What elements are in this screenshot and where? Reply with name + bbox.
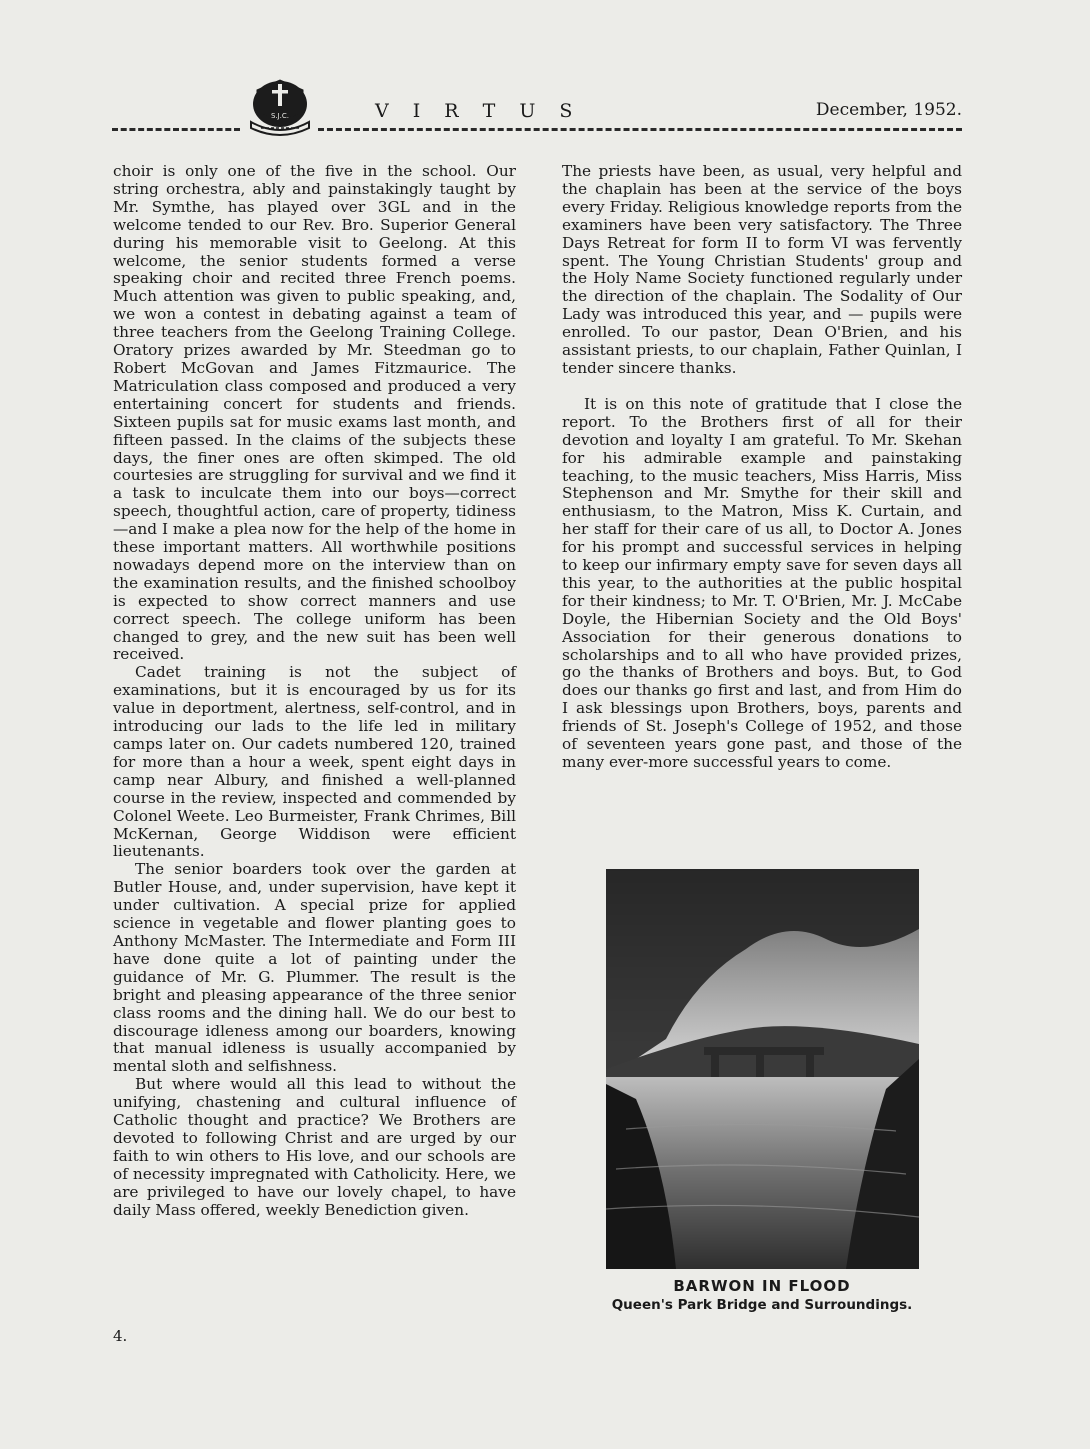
paragraph-cadets: Cadet training is not the subject of examinations, but it is encouraged by us for its value in deportment, alertness, self-control, and in introducing our lads to the life led in military camps later on. Our cadets numbered 120, trained for more than a hour a week, spent eight days in camp near Albury, and finished a well-planned course in the review, inspected and commended by Colonel Weete. Leo Burmeister, Frank Chrimes, Bill McKernan, George Widdison were efficient lieutenants. xyxy=(113,663,516,861)
photo-caption-title: BARWON IN FLOOD xyxy=(673,1277,851,1295)
crest-letters: S.J.C. xyxy=(270,112,290,120)
page-header xyxy=(112,76,962,144)
paragraph-gratitude: It is on this note of gratitude that I close the report. To the Brothers first of all for their devotion and loyalty I am grateful. To Mr. Skehan for his admirable example and painstaking teaching, to the music teachers, Miss Harris, Miss Stephenson and Mr. Smythe for their skill and enthusiasm, to the Matron, Miss K. Curtain, and her staff for their care of us all, to Doctor A. Jones for his prompt and successful services in helping to keep our infirmary empty save for seven days all this year, to the authorities at the public hospital for their kindness; to Mr. T. O'Brien, Mr. J. McCabe Doyle, the Hibernian Society and the Old Boys' Association for their generous donations to scholarships and to all who have provided prizes, go the thanks of Brothers and boys. But, to God does our thanks go first and last, and from Him do I ask blessings upon Brothers, boys, parents and friends of St. Joseph's College of 1952, and those of seventeen years gone past, and those of the many ever-more successful years to come. xyxy=(562,394,962,771)
header-rule-left xyxy=(112,128,240,131)
left-column xyxy=(113,163,516,1219)
issue-date: December, 1952. xyxy=(815,100,962,120)
college-crest xyxy=(247,76,313,138)
paragraph-choir: choir is only one of the five in the school. Our string orchestra, ably and painstakingly taught by Mr. Symthe, has played over 3GL and in the welcome tended to our Rev. Bro. Superior General during his memorable visit to Geelong. At this welcome, the senior students formed a verse speaking choir and recited three French poems. Much attention was given to public speaking, and, we won a contest in debating against a team of three teachers from the Geelong Training College. Oratory prizes awarded by Mr. Steedman go to Robert McGovan and James Fitzmaurice. The Matriculation class composed and produced a very entertaining concert for students and friends. Sixteen pupils sat for music exams last month, and fifteen passed. In the claims of the subjects these days, the finer ones are often skimped. The old courtesies are struggling for survival and we find it a task to inculcate them into our boys—correct speech, thoughtful action, care of property, tidiness—and I make a plea now for the help of the home in these important matters. All worthwhile positions nowadays depend more on the interview than on the examination results, and the finished schoolboy is expected to show correct manners and use correct speech. The college uniform has been changed to grey, and the new suit has been well received. xyxy=(113,162,516,664)
flood-photo xyxy=(606,869,919,1269)
right-column xyxy=(562,163,962,772)
page-number: 4. xyxy=(113,1327,128,1345)
paragraph-garden: The senior boarders took over the garden at Butler House, and, under supervision, have kept it under cultivation. A special prize for applied science in vegetable and flower planting goes to Anthony McMaster. The Intermediate and Form III have done quite a lot of painting under the guidance of Mr. G. Plummer. The result is the bright and pleasing appearance of the three senior class rooms and the dining hall. We do our best to discourage idleness among our boarders, knowing that manual idleness is usually accompanied by mental sloth and selfishness. xyxy=(113,860,516,1076)
paragraph-priests: The priests have been, as usual, very helpful and the chaplain has been at the service of the boys every Friday. Religious knowledge reports from the examiners have been very satisfactory. The Three Days Retreat for form II to form VI was fervently spent. The Young Christian Students' group and the Holy Name Society functioned regularly under the direction of the chaplain. The Sodality of Our Lady was introduced this year, and — pupils were enrolled. To our pastor, Dean O'Brien, and his assistant priests, to our chaplain, Father Quinlan, I tender sincere thanks. xyxy=(562,162,962,377)
masthead-title: V I R T U S xyxy=(375,100,582,122)
header-rule-right xyxy=(318,128,962,131)
photo-caption-subtitle: Queen's Park Bridge and Surroundings. xyxy=(611,1297,913,1313)
paragraph-catholic: But where would all this lead to without the unifying, chastening and cultural influence of Catholic thought and practice? We Brothers are devoted to following Christ and are urged by our faith to win others to His love, and our schools are of necessity impregnated with Catholicity. Here, we are privileged to have our lovely chapel, to have daily Mass offered, weekly Benediction given. xyxy=(113,1075,516,1219)
